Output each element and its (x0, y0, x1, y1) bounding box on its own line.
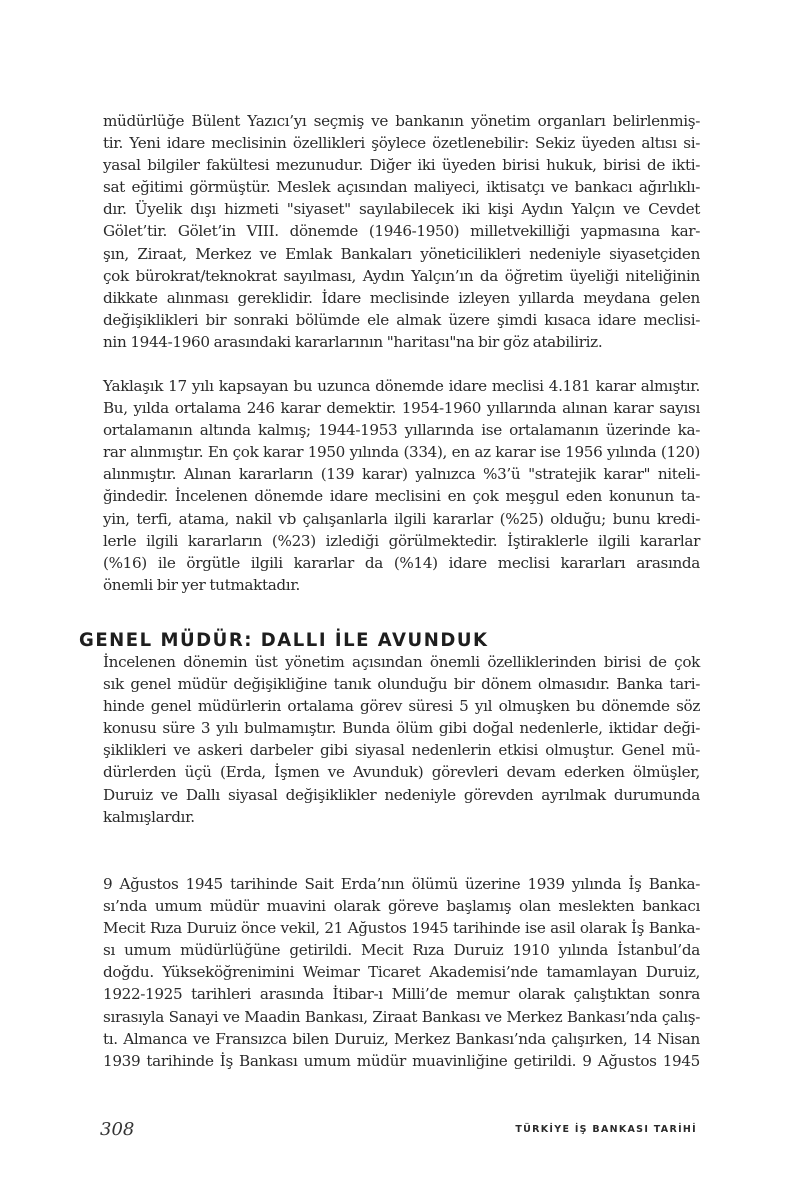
text-line: çok bürokrat/teknokrat sayılması, Aydın Yalçın’ın da öğretim üyeliği niteliğinin (103, 266, 700, 285)
text-line: değişiklikleri bir sonraki bölümde ele almak üzere şimdi kısaca idare meclisi- (103, 310, 700, 329)
text-line: doğdu. Yükseköğrenimini Weimar Ticaret Akademisi’nde tamamlayan Duruiz, (103, 963, 700, 982)
text-line: sık genel müdür değişikliğine tanık olunduğu bir dönem olmasıdır. Banka tari- (103, 675, 700, 694)
text-line: sı’nda umum müdür muavini olarak göreve başlamış olan meslekten bankacı (103, 897, 700, 916)
text-line: rar alınmıştır. En çok karar 1950 yılında (334), en az karar ise 1956 yılında (120) (103, 443, 700, 462)
text-line: tir. Yeni idare meclisinin özellikleri şöylece özetlenebilir: Sekiz üyeden altısı si- (103, 134, 700, 153)
paragraph-3 (103, 651, 700, 828)
text-line: ortalamanın altında kalmış; 1944-1953 yıllarında ise ortalamanın üzerinde ka- (103, 421, 700, 440)
text-line: önemli bir yer tutmaktadır. (103, 575, 301, 594)
text-line: Duruiz ve Dallı siyasal değişiklikler nedeniyle görevden ayrılmak durumunda (103, 785, 700, 804)
text-line: nin 1944-1960 arasındaki kararlarının "haritası"na bir göz atabiliriz. (103, 332, 603, 351)
text-line: Yaklaşık 17 yılı kapsayan bu uzunca dönemde idare meclisi 4.181 karar almıştır. (103, 377, 700, 395)
text-line: şın, Ziraat, Merkez ve Emlak Bankaları yöneticilikleri nedeniyle siyasetçiden (103, 244, 700, 263)
text-line: lerle ilgili kararların (%23) izlediği görülmektedir. İştiraklerle ilgili kararlar (103, 531, 700, 550)
text-line: dürlerden üçü (Erda, İşmen ve Avunduk) görevleri devam ederken ölmüşler, (103, 763, 700, 782)
text-line: Mecit Rıza Duruiz önce vekil, 21 Ağustos 1945 tarihinde ise asil olarak İş Banka- (103, 919, 700, 938)
text-line: 1922-1925 tarihleri arasında İtibar-ı Milli’de memur olarak çalıştıktan sonra (103, 985, 700, 1004)
text-line: yasal bilgiler fakültesi mezunudur. Diğer iki üyeden birisi hukuk, birisi de ikti- (103, 156, 700, 175)
text-line: ğindedir. İncelenen dönemde idare meclisini en çok meşgul eden konunun ta- (103, 487, 700, 506)
text-line: dır. Üyelik dışı hizmeti "siyaset" sayılabilecek iki kişi Aydın Yalçın ve Cevdet (103, 200, 700, 219)
text-line: şiklikleri ve askeri darbeler gibi siyasal nedenlerin etkisi olmuştur. Genel mü- (103, 741, 700, 760)
text-line: İncelenen dönemin üst yönetim açısından önemli özelliklerinden birisi de çok (103, 653, 700, 671)
paragraph-2 (103, 375, 700, 596)
text-line: sırasıyla Sanayi ve Maadin Bankası, Ziraat Bankası ve Merkez Bankası’nda çalış- (103, 1007, 700, 1026)
text-line: yin, terfi, atama, nakil vb çalışanlarla ilgili kararlar (%25) olduğu; bunu kredi- (103, 509, 700, 528)
text-line: hinde genel müdürlerin ortalama görev süresi 5 yıl olmuşken bu dönemde söz (103, 697, 700, 716)
text-line: (%16) ile örgütle ilgili kararlar da (%14) idare meclisi kararları arasında (103, 553, 700, 572)
text-line: sat eğitimi görmüştür. Meslek açısından maliyeci, iktisatçı ve bankacı ağırlıklı- (103, 178, 700, 197)
text-line: dikkate alınması gereklidir. İdare meclisinde izleyen yıllarda meydana gelen (103, 288, 700, 307)
text-line: Gölet’tir. Gölet’in VIII. dönemde (1946-1950) milletvekilliği yapmasına kar- (103, 222, 700, 241)
text-line: alınmıştır. Alınan kararların (139 karar) yalnızca %3’ü "stratejik karar" niteli- (103, 465, 700, 484)
paragraph-4 (103, 873, 700, 1072)
text-line: sı umum müdürlüğüne getirildi. Mecit Rıza Duruiz 1910 yılında İstanbul’da (103, 941, 700, 960)
page-number: 308 (100, 1119, 135, 1140)
text-line: müdürlüğe Bülent Yazıcı’yı seçmiş ve bankanın yönetim organları belirlenmiş- (103, 112, 700, 130)
text-line: Bu, yılda ortalama 246 karar demektir. 1954-1960 yıllarında alınan karar sayısı (103, 399, 700, 418)
paragraph-1 (103, 110, 700, 353)
section-heading: GENEL MÜDÜR: DALLI İLE AVUNDUK (79, 629, 489, 651)
text-line: kalmışlardır. (103, 807, 195, 826)
text-line: konusu süre 3 yılı bulmamıştır. Bunda ölüm gibi doğal nedenlerle, iktidar deği- (103, 719, 700, 738)
text-line: 9 Ağustos 1945 tarihinde Sait Erda’nın ölümü üzerine 1939 yılında İş Banka- (103, 875, 700, 893)
text-line: 1939 tarihinde İş Bankası umum müdür muavinliğine getirildi. 9 Ağustos 1945 (103, 1051, 700, 1070)
running-footer-title: TÜRKİYE İŞ BANKASI TARİHİ (515, 1124, 697, 1135)
text-line: tı. Almanca ve Fransızca bilen Duruiz, Merkez Bankası’nda çalışırken, 14 Nisan (103, 1029, 700, 1048)
